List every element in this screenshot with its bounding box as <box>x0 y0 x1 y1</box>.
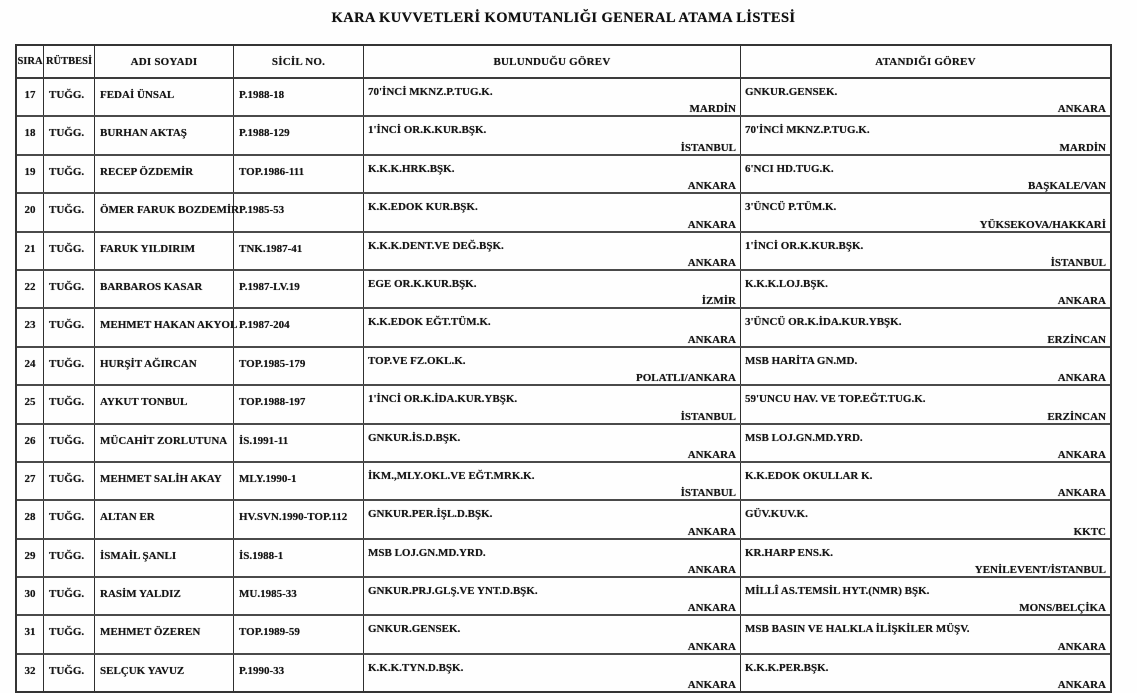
cell-rutbesi: TUĞG. <box>44 348 95 384</box>
cell-rutbesi: TUĞG. <box>44 463 95 499</box>
bulundugu-yer-text: ANKARA <box>687 256 736 269</box>
cell-sira: 18 <box>17 117 44 153</box>
table-row <box>17 578 1110 616</box>
cell-sira: 21 <box>17 233 44 269</box>
bulundugu-gorev-text: K.K.K.TYN.D.BŞK. <box>368 661 464 674</box>
bulundugu-yer-text: ANKARA <box>687 679 736 692</box>
cell-atandigi-gorev <box>741 616 1110 652</box>
cell-bulundugu-gorev <box>364 156 741 192</box>
cell-rutbesi: TUĞG. <box>44 425 95 461</box>
table-header-row <box>17 46 1110 79</box>
cell-atandigi-gorev <box>741 655 1110 691</box>
cell-adi-soyadi: MEHMET HAKAN AKYOL <box>95 309 234 345</box>
table-row <box>17 386 1110 424</box>
atandigi-gorev-text: GÜV.KUV.K. <box>745 508 808 521</box>
cell-sicil-no: TOP.1986-111 <box>234 156 364 192</box>
cell-atandigi-gorev <box>741 578 1110 614</box>
bulundugu-yer-text: ANKARA <box>687 602 736 615</box>
atandigi-yer-text: ANKARA <box>1057 640 1106 653</box>
cell-adi-soyadi: MÜCAHİT ZORLUTUNA <box>95 425 234 461</box>
bulundugu-yer-text: ANKARA <box>687 333 736 346</box>
bulundugu-yer-text: İSTANBUL <box>680 487 736 500</box>
cell-rutbesi: TUĞG. <box>44 79 95 115</box>
cell-rutbesi: TUĞG. <box>44 309 95 345</box>
bulundugu-gorev-text: K.K.EDOK EĞT.TÜM.K. <box>368 316 491 329</box>
cell-sira: 25 <box>17 386 44 422</box>
atandigi-gorev-text: K.K.K.PER.BŞK. <box>745 661 829 674</box>
atandigi-gorev-text: MSB HARİTA GN.MD. <box>745 354 858 367</box>
bulundugu-gorev-text: GNKUR.GENSEK. <box>368 623 461 636</box>
atandigi-yer-text: ANKARA <box>1057 448 1106 461</box>
cell-sicil-no: TNK.1987-41 <box>234 233 364 269</box>
atandigi-gorev-text: MSB BASIN VE HALKLA İLİŞKİLER MÜŞV. <box>745 623 970 636</box>
cell-adi-soyadi: ÖMER FARUK BOZDEMİR <box>95 194 234 230</box>
table-row <box>17 79 1110 117</box>
bulundugu-gorev-text: 70'İNCİ MKNZ.P.TUG.K. <box>368 86 493 98</box>
atandigi-gorev-text: 6'NCI HD.TUG.K. <box>745 162 834 175</box>
atandigi-yer-text: ERZİNCAN <box>1047 333 1106 346</box>
atandigi-gorev-text: 70'İNCİ MKNZ.P.TUG.K. <box>745 124 870 137</box>
cell-atandigi-gorev <box>741 386 1110 422</box>
table-row <box>17 348 1110 386</box>
cell-atandigi-gorev <box>741 540 1110 576</box>
table-row <box>17 501 1110 539</box>
bulundugu-yer-text: ANKARA <box>687 180 736 193</box>
cell-adi-soyadi: BARBAROS KASAR <box>95 271 234 307</box>
header-bulundugu-gorev: BULUNDUĞU GÖREV <box>364 46 741 77</box>
bulundugu-gorev-text: EGE OR.K.KUR.BŞK. <box>368 277 477 290</box>
table-row <box>17 655 1110 691</box>
bulundugu-gorev-text: GNKUR.PER.İŞL.D.BŞK. <box>368 508 493 521</box>
cell-atandigi-gorev <box>741 117 1110 153</box>
cell-sira: 26 <box>17 425 44 461</box>
atandigi-yer-text: İSTANBUL <box>1050 256 1106 269</box>
cell-atandigi-gorev <box>741 156 1110 192</box>
table-row <box>17 117 1110 155</box>
cell-sira: 31 <box>17 616 44 652</box>
atandigi-yer-text: ANKARA <box>1057 103 1106 116</box>
table-row <box>17 194 1110 232</box>
cell-rutbesi: TUĞG. <box>44 540 95 576</box>
bulundugu-gorev-text: K.K.EDOK KUR.BŞK. <box>368 201 478 214</box>
cell-rutbesi: TUĞG. <box>44 578 95 614</box>
atandigi-gorev-text: MSB LOJ.GN.MD.YRD. <box>745 431 863 444</box>
cell-sicil-no: TOP.1985-179 <box>234 348 364 384</box>
cell-adi-soyadi: MEHMET ÖZEREN <box>95 616 234 652</box>
cell-rutbesi: TUĞG. <box>44 233 95 269</box>
cell-sira: 30 <box>17 578 44 614</box>
cell-rutbesi: TUĞG. <box>44 271 95 307</box>
cell-sira: 32 <box>17 655 44 691</box>
bulundugu-yer-text: MARDİN <box>689 103 736 116</box>
atandigi-gorev-text: K.K.EDOK OKULLAR K. <box>745 469 873 482</box>
bulundugu-gorev-text: GNKUR.İS.D.BŞK. <box>368 431 461 444</box>
cell-sicil-no: MU.1985-33 <box>234 578 364 614</box>
cell-bulundugu-gorev <box>364 233 741 269</box>
cell-sicil-no: P.1988-129 <box>234 117 364 153</box>
bulundugu-gorev-text: 1'İNCİ OR.K.KUR.BŞK. <box>368 124 487 137</box>
cell-adi-soyadi: ALTAN ER <box>95 501 234 537</box>
cell-atandigi-gorev <box>741 309 1110 345</box>
cell-atandigi-gorev <box>741 463 1110 499</box>
cell-sira: 27 <box>17 463 44 499</box>
atandigi-yer-text: MARDİN <box>1059 141 1106 154</box>
cell-bulundugu-gorev <box>364 309 741 345</box>
cell-rutbesi: TUĞG. <box>44 386 95 422</box>
table-row <box>17 309 1110 347</box>
cell-adi-soyadi: BURHAN AKTAŞ <box>95 117 234 153</box>
cell-atandigi-gorev <box>741 501 1110 537</box>
table-row <box>17 156 1110 194</box>
bulundugu-yer-text: POLATLI/ANKARA <box>635 372 736 385</box>
cell-sicil-no: TOP.1989-59 <box>234 616 364 652</box>
bulundugu-gorev-text: MSB LOJ.GN.MD.YRD. <box>368 546 486 559</box>
table-row <box>17 463 1110 501</box>
atandigi-gorev-text: 1'İNCİ OR.K.KUR.BŞK. <box>745 239 864 252</box>
cell-bulundugu-gorev <box>364 271 741 307</box>
cell-adi-soyadi: HURŞİT AĞIRCAN <box>95 348 234 384</box>
header-sicil-no: SİCİL NO. <box>234 46 364 77</box>
page-title: KARA KUVVETLERİ KOMUTANLIĞI GENERAL ATAMA LİSTESİ <box>331 10 796 26</box>
cell-sira: 24 <box>17 348 44 384</box>
header-adi-soyadi: ADI SOYADI <box>95 46 234 77</box>
cell-sicil-no: P.1987-204 <box>234 309 364 345</box>
bulundugu-gorev-text: İKM.,MLY.OKL.VE EĞT.MRK.K. <box>368 469 535 482</box>
table-row <box>17 425 1110 463</box>
atandigi-yer-text: BAŞKALE/VAN <box>1027 180 1106 193</box>
bulundugu-yer-text: ANKARA <box>687 525 736 538</box>
cell-sicil-no: P.1988-18 <box>234 79 364 115</box>
table-row <box>17 233 1110 271</box>
atandigi-yer-text: ANKARA <box>1057 295 1106 308</box>
cell-rutbesi: TUĞG. <box>44 194 95 230</box>
bulundugu-yer-text: İZMİR <box>701 295 736 308</box>
table-body <box>17 79 1110 691</box>
cell-bulundugu-gorev <box>364 501 741 537</box>
cell-bulundugu-gorev <box>364 578 741 614</box>
cell-atandigi-gorev <box>741 271 1110 307</box>
cell-sicil-no: TOP.1988-197 <box>234 386 364 422</box>
cell-sira: 17 <box>17 79 44 115</box>
cell-bulundugu-gorev <box>364 616 741 652</box>
table-row <box>17 271 1110 309</box>
cell-adi-soyadi: AYKUT TONBUL <box>95 386 234 422</box>
cell-adi-soyadi: MEHMET SALİH AKAY <box>95 463 234 499</box>
cell-sicil-no: P.1985-53 <box>234 194 364 230</box>
header-rutbesi: RÜTBESİ <box>44 46 95 77</box>
cell-adi-soyadi: RECEP ÖZDEMİR <box>95 156 234 192</box>
atandigi-yer-text: KKTC <box>1073 525 1106 538</box>
table-row <box>17 616 1110 654</box>
atandigi-yer-text: YÜKSEKOVA/HAKKARİ <box>979 218 1106 231</box>
atandigi-gorev-text: K.K.K.LOJ.BŞK. <box>745 277 828 290</box>
cell-rutbesi: TUĞG. <box>44 156 95 192</box>
header-sira: SIRA <box>17 46 44 77</box>
bulundugu-gorev-text: GNKUR.PRJ.GLŞ.VE YNT.D.BŞK. <box>368 585 538 598</box>
cell-bulundugu-gorev <box>364 194 741 230</box>
bulundugu-gorev-text: K.K.K.DENT.VE DEĞ.BŞK. <box>368 239 504 252</box>
cell-atandigi-gorev <box>741 194 1110 230</box>
cell-rutbesi: TUĞG. <box>44 655 95 691</box>
bulundugu-yer-text: İSTANBUL <box>680 141 736 154</box>
cell-sira: 22 <box>17 271 44 307</box>
cell-sira: 19 <box>17 156 44 192</box>
cell-sicil-no: İS.1991-11 <box>234 425 364 461</box>
cell-sicil-no: HV.SVN.1990-TOP.112 <box>234 501 364 537</box>
cell-bulundugu-gorev <box>364 425 741 461</box>
cell-sicil-no: P.1987-LV.19 <box>234 271 364 307</box>
cell-bulundugu-gorev <box>364 540 741 576</box>
cell-sira: 20 <box>17 194 44 230</box>
cell-atandigi-gorev <box>741 425 1110 461</box>
bulundugu-yer-text: İSTANBUL <box>680 410 736 423</box>
bulundugu-yer-text: ANKARA <box>687 640 736 653</box>
atandigi-gorev-text: GNKUR.GENSEK. <box>745 86 838 98</box>
bulundugu-gorev-text: 1'İNCİ OR.K.İDA.KUR.YBŞK. <box>368 393 518 406</box>
cell-rutbesi: TUĞG. <box>44 616 95 652</box>
atandigi-gorev-text: MİLLÎ AS.TEMSİL HYT.(NMR) BŞK. <box>745 585 930 598</box>
bulundugu-yer-text: ANKARA <box>687 218 736 231</box>
cell-sicil-no: P.1990-33 <box>234 655 364 691</box>
bulundugu-gorev-text: TOP.VE FZ.OKL.K. <box>368 354 466 367</box>
header-atandigi-gorev: ATANDIĞI GÖREV <box>875 55 976 68</box>
cell-sira: 28 <box>17 501 44 537</box>
cell-bulundugu-gorev <box>364 386 741 422</box>
cell-atandigi-gorev <box>741 233 1110 269</box>
atandigi-gorev-text: KR.HARP ENS.K. <box>745 546 834 559</box>
cell-bulundugu-gorev <box>364 463 741 499</box>
cell-bulundugu-gorev <box>364 117 741 153</box>
table-row <box>17 540 1110 578</box>
cell-rutbesi: TUĞG. <box>44 501 95 537</box>
cell-adi-soyadi: SELÇUK YAVUZ <box>95 655 234 691</box>
cell-atandigi-gorev <box>741 348 1110 384</box>
cell-adi-soyadi: FARUK YILDIRIM <box>95 233 234 269</box>
cell-adi-soyadi: RASİM YALDIZ <box>95 578 234 614</box>
atandigi-gorev-text: 3'ÜNCÜ OR.K.İDA.KUR.YBŞK. <box>745 316 902 329</box>
cell-sira: 23 <box>17 309 44 345</box>
cell-atandigi-gorev <box>741 79 1110 115</box>
cell-adi-soyadi: İSMAİL ŞANLI <box>95 540 234 576</box>
bulundugu-gorev-text: K.K.K.HRK.BŞK. <box>368 162 455 175</box>
atandigi-yer-text: ANKARA <box>1057 679 1106 692</box>
cell-bulundugu-gorev <box>364 655 741 691</box>
atandigi-yer-text: ERZİNCAN <box>1047 410 1106 423</box>
atandigi-yer-text: ANKARA <box>1057 487 1106 500</box>
cell-bulundugu-gorev <box>364 79 741 115</box>
bulundugu-yer-text: ANKARA <box>687 564 736 577</box>
atandigi-yer-text: YENİLEVENT/İSTANBUL <box>974 564 1106 577</box>
cell-sicil-no: İS.1988-1 <box>234 540 364 576</box>
bulundugu-yer-text: ANKARA <box>687 448 736 461</box>
cell-sicil-no: MLY.1990-1 <box>234 463 364 499</box>
cell-bulundugu-gorev <box>364 348 741 384</box>
cell-sira: 29 <box>17 540 44 576</box>
atandigi-gorev-text: 3'ÜNCÜ P.TÜM.K. <box>745 201 837 214</box>
atandigi-yer-text: ANKARA <box>1057 372 1106 385</box>
atandigi-yer-text: MONS/BELÇİKA <box>1019 602 1106 615</box>
cell-adi-soyadi: FEDAİ ÜNSAL <box>95 79 234 115</box>
cell-rutbesi: TUĞG. <box>44 117 95 153</box>
atandigi-gorev-text: 59'UNCU HAV. VE TOP.EĞT.TUG.K. <box>745 393 926 406</box>
assignment-table <box>15 44 1112 693</box>
